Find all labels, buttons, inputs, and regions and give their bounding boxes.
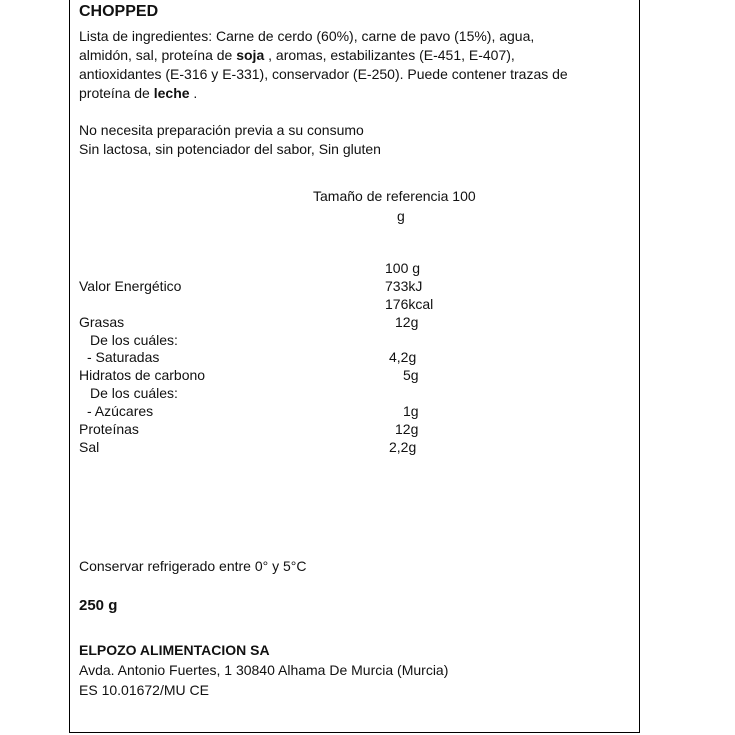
sugars-label: - Azúcares [87,403,154,419]
company-address: Avda. Antonio Fuertes, 1 30840 Alhama De Murcia (Murcia) [79,662,449,678]
ingredients-line-3 [79,65,634,84]
energy-kcal: 176kcal [385,296,434,312]
reference-size-unit: g [397,208,405,224]
reference-size: Tamaño de referencia 100 [313,188,476,204]
carbs-label: Hidratos de carbono [79,367,206,383]
carbs-value: 5g [403,367,419,383]
dietary-note: Sin lactosa, sin potenciador del sabor, Sin gluten [79,141,381,157]
ingredients-line-2 [79,46,634,65]
ingredients-text: . [189,85,198,101]
company-name: ELPOZO ALIMENTACION SA [79,642,270,658]
ingredients-text: almidón, sal, proteína de [79,47,237,63]
storage-instructions: Conservar refrigerado entre 0° y 5°C [79,558,307,574]
ingredients-text: proteína de [79,85,154,101]
nutrition-column-header: 100 g [385,260,421,276]
saturated-value: 4,2g [389,349,417,365]
fat-of-which-label: De los cuáles: [90,332,178,348]
ingredients-text: Lista de ingredientes: Carne de cerdo (60%), carne de pavo (15%), agua, [79,28,535,44]
carbs-of-which-label: De los cuáles: [90,385,178,401]
net-weight: 250 g [79,597,118,614]
sugars-value: 1g [403,403,419,419]
fat-value: 12g [395,314,419,330]
fat-label: Grasas [79,314,125,330]
ingredients-line-1 [79,27,634,46]
energy-kj: 733kJ [385,278,423,294]
allergen-leche: leche [153,85,190,101]
allergen-soja: soja [236,47,265,63]
ingredients-block [79,27,634,103]
energy-label: Valor Energético [79,278,182,294]
protein-label: Proteínas [79,421,139,437]
ingredients-text: antioxidantes (E-316 y E-331), conservador (E-250). Puede contener trazas de [79,66,568,82]
salt-value: 2,2g [389,439,417,455]
health-mark: ES 10.01672/MU CE [79,682,209,698]
ingredients-text: , aromas, estabilizantes (E-451, E-407), [264,47,515,63]
product-title: CHOPPED [79,3,159,20]
ingredients-line-4 [79,84,634,103]
protein-value: 12g [395,421,419,437]
saturated-label: - Saturadas [87,349,160,365]
salt-label: Sal [79,439,100,455]
preparation-note: No necesita preparación previa a su consumo [79,122,364,138]
